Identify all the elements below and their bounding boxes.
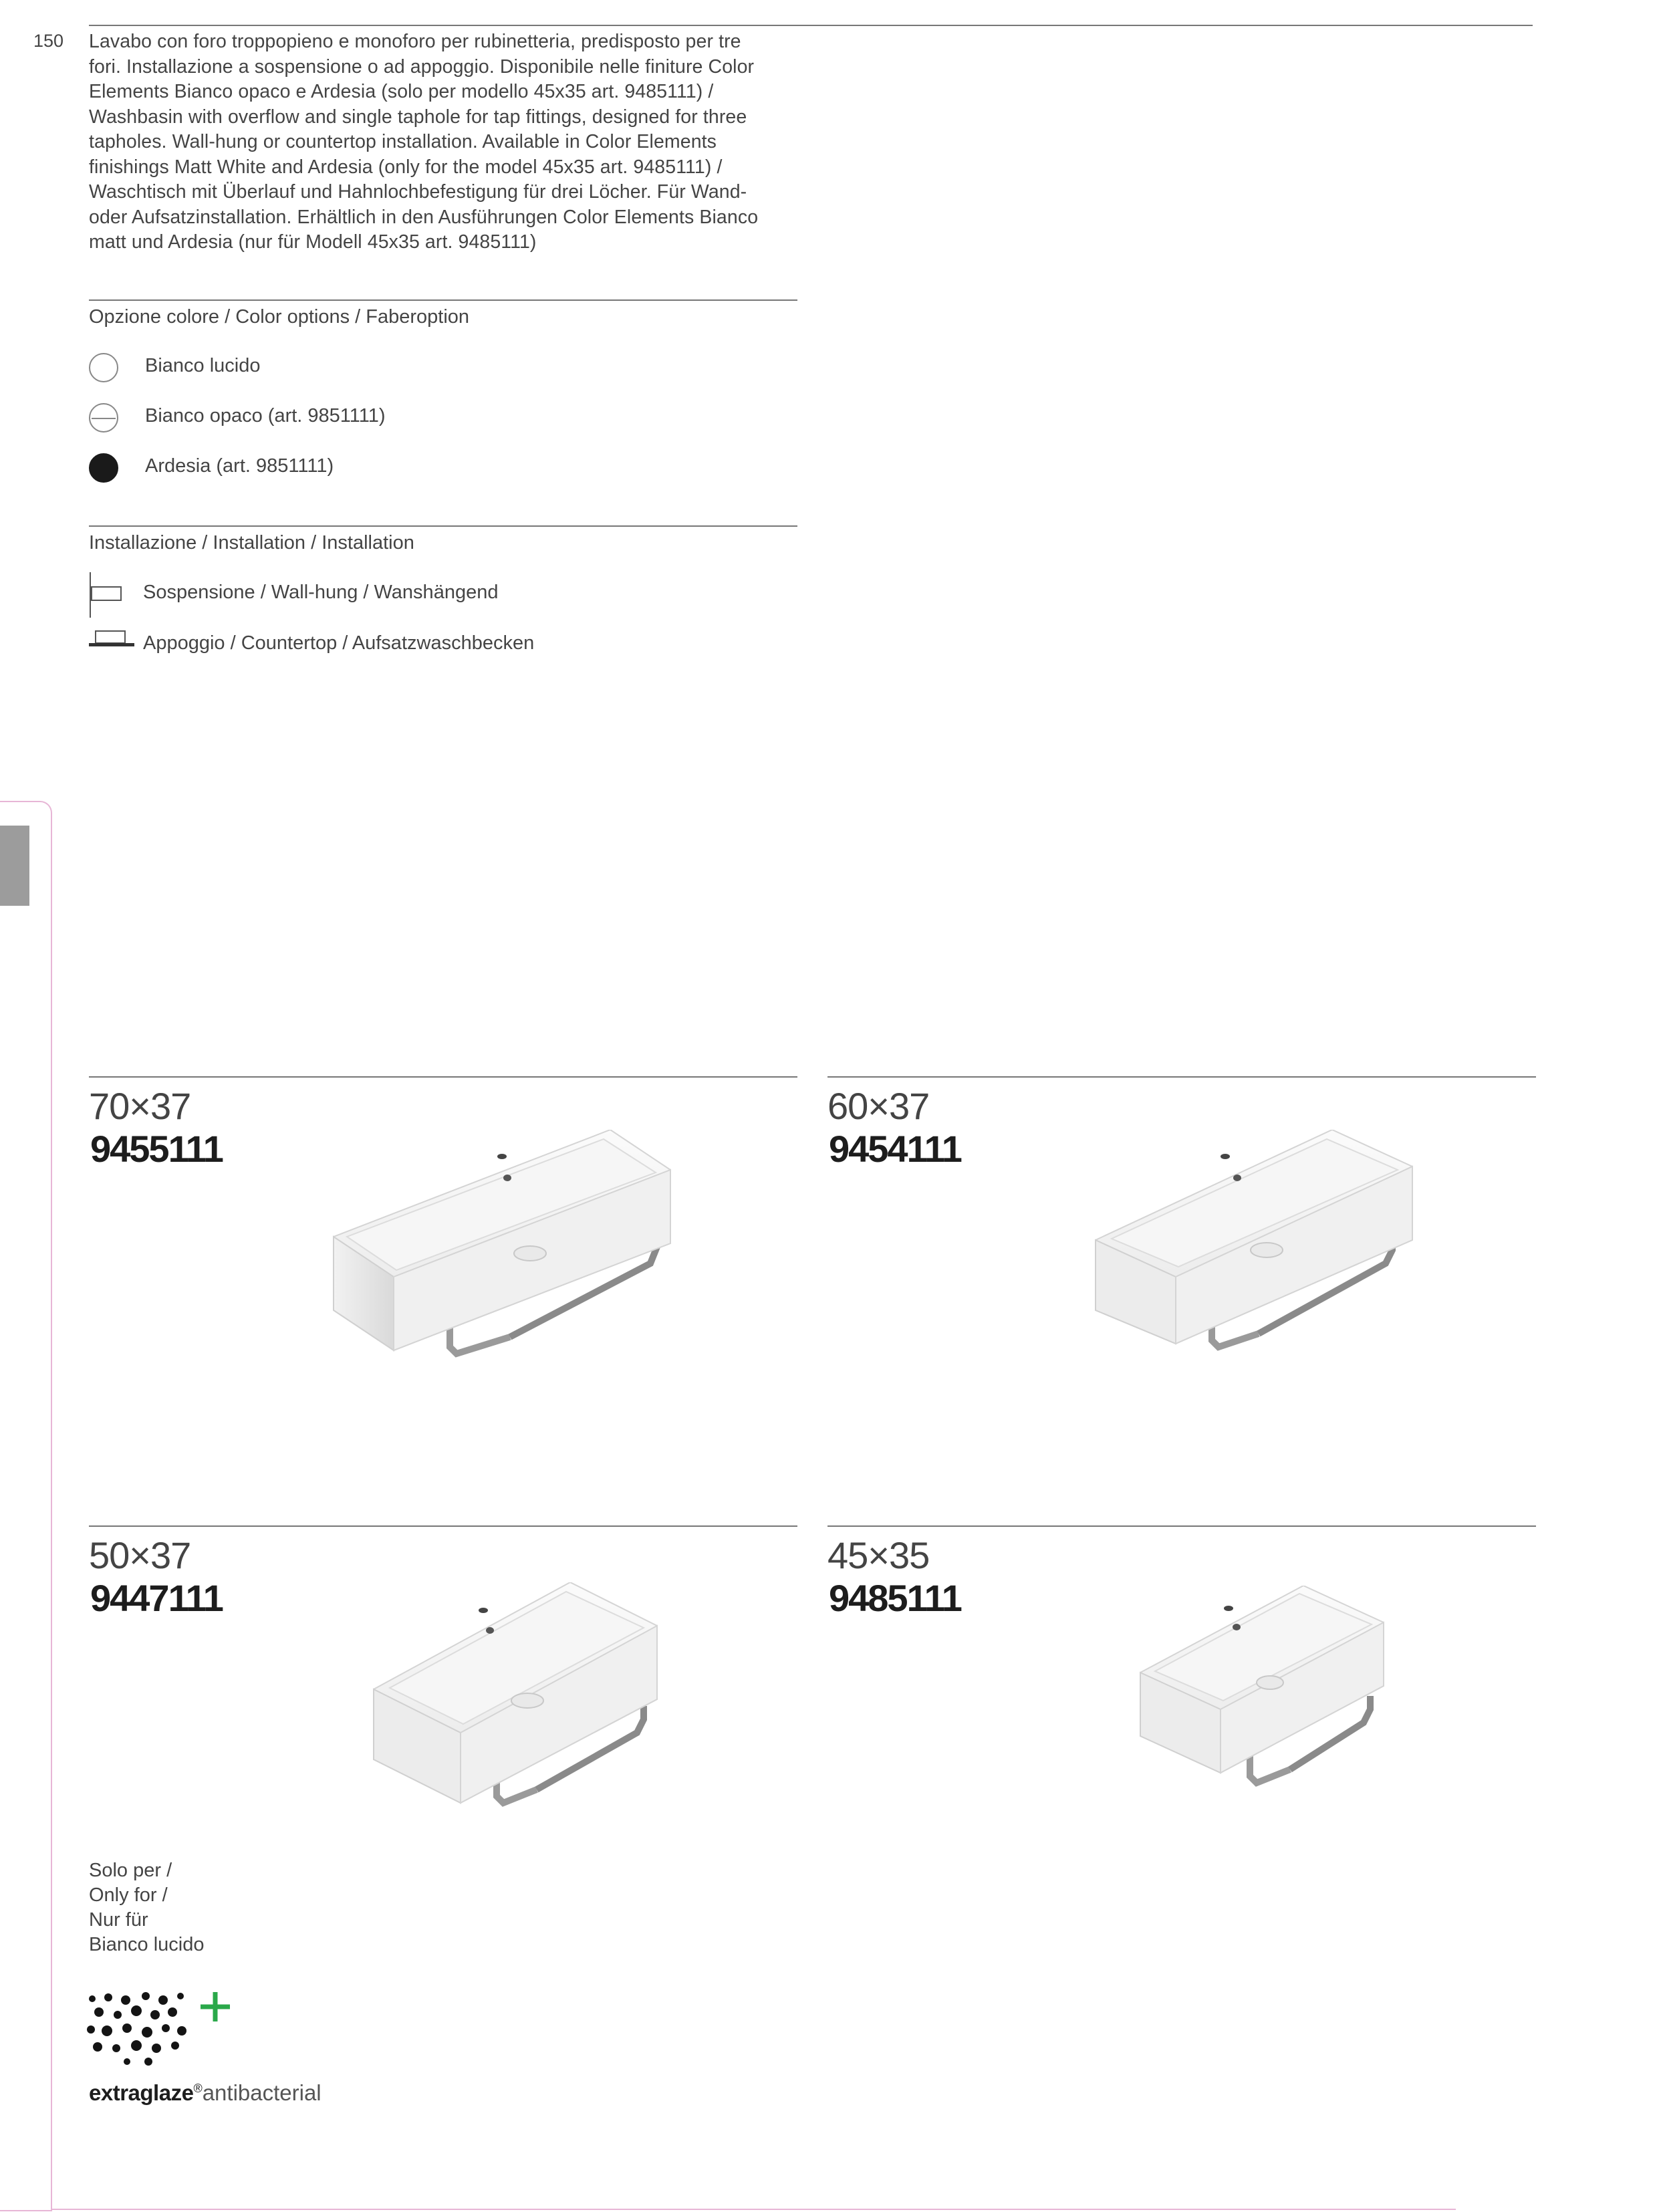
top-divider [89, 25, 1533, 26]
note-line: Nur für [89, 1909, 148, 1931]
product-divider [89, 1525, 797, 1527]
brand-name: extraglaze [89, 2080, 194, 2105]
description-line: Waschtisch mit Überlauf und Hahnlochbefestigung für drei Löcher. Für Wand- [89, 181, 747, 203]
extraglaze-brand [89, 2080, 322, 2106]
description-line: oder Aufsatzinstallation. Erhältlich in den Ausführungen Color Elements Bianco [89, 206, 759, 228]
product-divider [89, 1076, 797, 1078]
color-option-label: Bianco opaco (art. 9851111) [145, 405, 386, 426]
brand-registered-mark: ® [193, 2082, 203, 2095]
color-options-divider [89, 299, 797, 301]
product-code: 9485111 [829, 1577, 961, 1619]
note-line: Only for / [89, 1884, 168, 1906]
side-frame [0, 801, 52, 2211]
product-code: 9455111 [90, 1128, 223, 1170]
product-size: 70×37 [89, 1085, 191, 1127]
product-divider [827, 1525, 1536, 1527]
availability-note [89, 1858, 205, 1957]
description-line: finishings Matt White and Ardesia (only for the model 45x35 art. 9485111) / [89, 156, 723, 178]
ardesia-circle-icon [89, 453, 118, 483]
description-line: fori. Installazione a sospensione o ad appoggio. Disponibile nelle finiture Color [89, 55, 755, 78]
description-line: Lavabo con foro troppopieno e monoforo per rubinetteria, predisposto per tre [89, 31, 741, 52]
note-line: Solo per / [89, 1860, 172, 1881]
product-divider [827, 1076, 1536, 1078]
extraglaze-logo-icon [87, 1992, 241, 2066]
installation-heading: Installazione / Installation / Installation [89, 532, 414, 554]
description-line: tapholes. Wall-hung or countertop installation. Available in Color Elements [89, 131, 717, 152]
color-option-label: Ardesia (art. 9851111) [145, 455, 334, 477]
brand-suffix: antibacterial [202, 2080, 322, 2105]
product-code: 9447111 [90, 1577, 223, 1619]
description-line: matt und Ardesia (nur für Modell 45x35 art. 9485111) [89, 231, 537, 253]
matt-white-circle-icon [89, 403, 118, 433]
washbasin-image [370, 1582, 677, 1863]
product-size: 45×35 [827, 1534, 930, 1576]
countertop-icon [89, 626, 136, 652]
section-tab [0, 826, 29, 906]
washbasin-image [1092, 1130, 1439, 1410]
product-size: 60×37 [827, 1085, 930, 1127]
installation-label: Appoggio / Countertop / Aufsatzwaschbecken [143, 632, 535, 654]
product-size: 50×37 [89, 1534, 191, 1576]
description-line: Elements Bianco opaco e Ardesia (solo per modello 45x35 art. 9485111) / [89, 81, 714, 102]
washbasin-image [330, 1130, 717, 1410]
description-line: Washbasin with overflow and single taphole for tap fittings, designed for three [89, 106, 747, 128]
page-number: 150 [33, 31, 64, 51]
white-circle-icon [89, 353, 118, 382]
product-code: 9454111 [829, 1128, 961, 1170]
color-option-label: Bianco lucido [145, 355, 261, 376]
installation-label: Sospensione / Wall-hung / Wanshängend [143, 582, 499, 603]
product-description [89, 29, 791, 255]
note-line: Bianco lucido [89, 1934, 205, 1955]
washbasin-image [1136, 1586, 1404, 1826]
color-options-heading: Opzione colore / Color options / Faberoption [89, 306, 470, 328]
bottom-frame-line [52, 2209, 1456, 2210]
installation-divider [89, 525, 797, 527]
wall-hung-icon [89, 572, 129, 619]
